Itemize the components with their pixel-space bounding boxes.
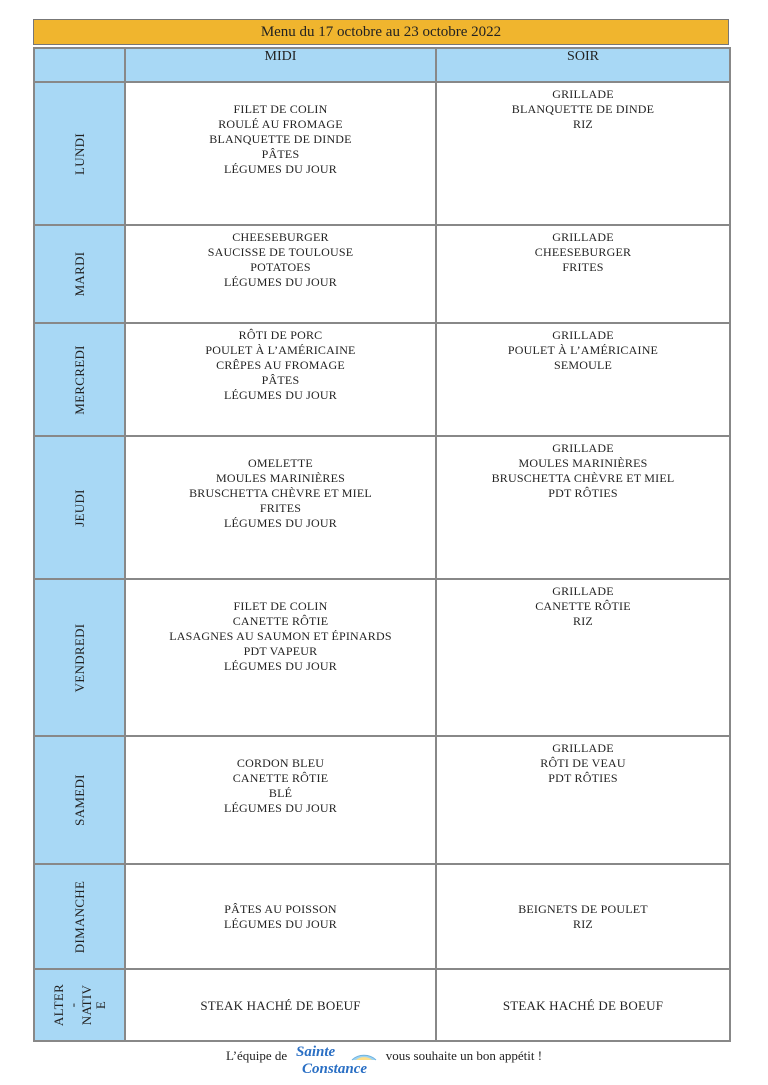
dish: LÉGUMES DU JOUR xyxy=(223,388,337,402)
midi-cell xyxy=(125,323,436,436)
day-label: VENDREDI xyxy=(71,623,87,692)
soir-cell xyxy=(436,225,730,323)
dish: RIZ xyxy=(573,916,593,931)
column-header-midi: MIDI xyxy=(125,48,436,82)
dish: FILET DE COLIN xyxy=(233,599,328,613)
dish: PDT RÔTIES xyxy=(548,486,618,500)
day-label-cell xyxy=(34,864,125,969)
midi-cell xyxy=(125,736,436,864)
footer xyxy=(0,1040,768,1074)
soir-cell xyxy=(436,323,730,436)
day-row-jeudi xyxy=(34,436,730,579)
soir-cell xyxy=(436,736,730,864)
day-label: DIMANCHE xyxy=(71,880,87,953)
dish: SAUCISSE DE TOULOUSE xyxy=(207,245,354,259)
day-row-lundi xyxy=(34,82,730,225)
dish: FRITES xyxy=(562,260,604,274)
soir-cell xyxy=(436,579,730,736)
dish: MOULES MARINIÈRES xyxy=(518,456,648,470)
midi-cell xyxy=(125,82,436,225)
dish: BRUSCHETTA CHÈVRE ET MIEL xyxy=(491,471,675,485)
dish: POULET À L’AMÉRICAINE xyxy=(205,343,356,357)
day-label-cell xyxy=(34,225,125,323)
dish: STEAK HACHÉ DE BOEUF xyxy=(502,997,664,1013)
dish: LÉGUMES DU JOUR xyxy=(223,275,337,289)
day-label-cell xyxy=(34,82,125,225)
soir-cell xyxy=(436,436,730,579)
midi-cell xyxy=(125,436,436,579)
soir-cell xyxy=(436,864,730,969)
day-label-cell xyxy=(34,436,125,579)
dish: LÉGUMES DU JOUR xyxy=(223,162,337,176)
dish: PDT VAPEUR xyxy=(243,644,318,658)
menu-table xyxy=(33,47,731,1042)
dish: RÔTI DE PORC xyxy=(238,328,323,342)
midi-cell xyxy=(125,864,436,969)
dish: LASAGNES AU SAUMON ET ÉPINARDS xyxy=(169,629,392,643)
dish: CORDON BLEU xyxy=(236,756,325,770)
header-corner xyxy=(34,48,125,82)
alternative-label-cell xyxy=(34,969,125,1041)
dish: LÉGUMES DU JOUR xyxy=(223,659,337,673)
dish: GRILLADE xyxy=(552,328,614,342)
sainte-constance-logo xyxy=(294,1040,378,1074)
dish: FRITES xyxy=(259,501,302,515)
day-row-vendredi xyxy=(34,579,730,736)
alternative-soir-cell xyxy=(436,969,730,1041)
column-header-soir: SOIR xyxy=(436,48,730,82)
day-row-mercredi xyxy=(34,323,730,436)
dish: CHEESEBURGER xyxy=(232,230,329,244)
dish: BLANQUETTE DE DINDE xyxy=(209,132,352,146)
dish: BLÉ xyxy=(268,786,293,800)
dish: BEIGNETS DE POULET xyxy=(518,901,648,916)
day-label: LUNDI xyxy=(71,132,87,175)
dish: POULET À L’AMÉRICAINE xyxy=(507,343,659,357)
dish: PÂTES xyxy=(261,373,300,387)
alternative-label-line: - xyxy=(64,1002,80,1008)
dish: PÂTES xyxy=(261,147,300,161)
dish: CANETTE RÔTIE xyxy=(535,599,631,613)
dish: GRILLADE xyxy=(552,441,614,455)
day-row-mardi xyxy=(34,225,730,323)
svg-text:Sainte: Sainte xyxy=(296,1044,336,1060)
day-row-dimanche xyxy=(34,864,730,969)
dish: BLANQUETTE DE DINDE xyxy=(511,102,655,116)
alternative-label-line: E xyxy=(92,1000,108,1010)
dish: OMELETTE xyxy=(248,456,313,470)
dish: SEMOULE xyxy=(553,358,613,372)
day-label: JEUDI xyxy=(71,488,87,527)
svg-text:Constance: Constance xyxy=(302,1061,368,1074)
alternative-label xyxy=(52,970,108,1040)
dish: GRILLADE xyxy=(552,741,614,755)
day-label-cell xyxy=(34,579,125,736)
dish: ROULÉ AU FROMAGE xyxy=(218,117,343,131)
dish: STEAK HACHÉ DE BOEUF xyxy=(200,997,361,1013)
day-label: MERCREDI xyxy=(71,344,87,415)
dish: LÉGUMES DU JOUR xyxy=(223,916,337,931)
dish: LÉGUMES DU JOUR xyxy=(223,801,337,815)
dish: RIZ xyxy=(573,117,593,131)
dish: RÔTI DE VEAU xyxy=(540,756,626,770)
dish: FILET DE COLIN xyxy=(233,102,328,116)
dish: LÉGUMES DU JOUR xyxy=(223,516,337,530)
dish: CHEESEBURGER xyxy=(534,245,632,259)
menu-title: Menu du 17 octobre au 23 octobre 2022 xyxy=(33,19,729,45)
alternative-label-line: NATIV xyxy=(78,984,94,1026)
dish: PDT RÔTIES xyxy=(548,771,618,785)
dish: BRUSCHETTA CHÈVRE ET MIEL xyxy=(189,486,372,500)
dish: CANETTE RÔTIE xyxy=(232,614,329,628)
soir-cell xyxy=(436,82,730,225)
dish: GRILLADE xyxy=(552,584,614,598)
day-label: MARDI xyxy=(71,251,87,297)
dish: CANETTE RÔTIE xyxy=(232,771,329,785)
day-label-cell xyxy=(34,736,125,864)
dish: POTATOES xyxy=(250,260,311,274)
dish: GRILLADE xyxy=(552,230,614,244)
alternative-label-line: ALTER xyxy=(50,983,66,1027)
day-label: SAMEDI xyxy=(71,774,87,826)
day-row-alternative xyxy=(34,969,730,1041)
logo-graphic xyxy=(294,1040,378,1074)
day-row-samedi xyxy=(34,736,730,864)
dish: GRILLADE xyxy=(552,87,614,101)
footer-text-after: vous souhaite un bon appétit ! xyxy=(385,1047,543,1063)
menu-sheet xyxy=(33,19,729,1042)
midi-cell xyxy=(125,225,436,323)
footer-text-before: L’équipe de xyxy=(225,1047,288,1063)
dish: PÂTES AU POISSON xyxy=(224,901,337,916)
alternative-midi-cell xyxy=(125,969,436,1041)
midi-cell xyxy=(125,579,436,736)
header-row xyxy=(34,48,730,82)
dish: CRÊPES AU FROMAGE xyxy=(216,358,345,372)
day-label-cell xyxy=(34,323,125,436)
dish: RIZ xyxy=(573,614,593,628)
dish: MOULES MARINIÈRES xyxy=(215,471,346,485)
